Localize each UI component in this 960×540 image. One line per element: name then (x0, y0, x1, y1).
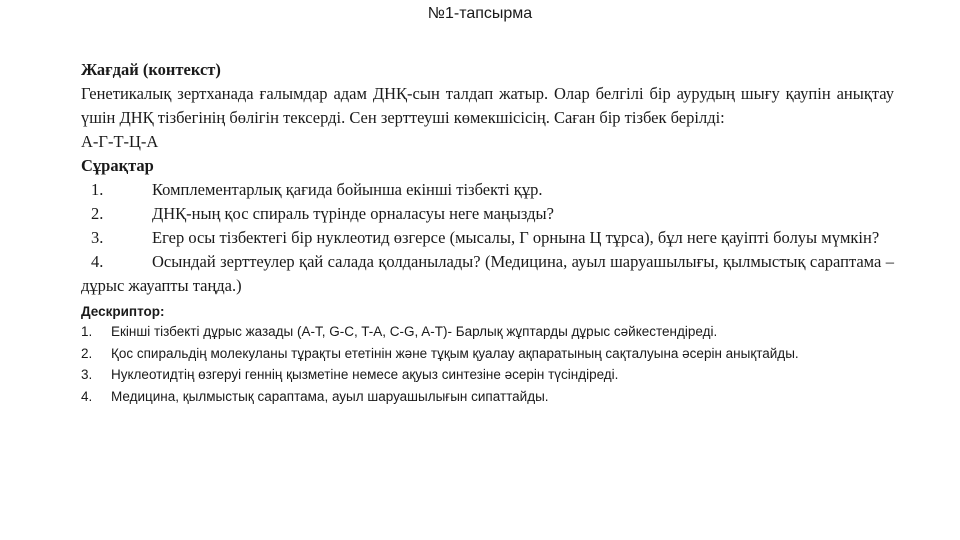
question-number: 3. (91, 228, 104, 247)
descriptor-text: Қос спиральдің молекуланы тұрақты ететінін және тұқым қуалау ақпаратының сақталуына әсерін анықтайды. (111, 346, 799, 361)
descriptor-item (81, 343, 894, 364)
question-text: Осындай зерттеулер қай салада қолданылады? (Медицина, ауыл шаруашылығы, қылмыстық сараптама – дұрыс жауапты таңда.) (81, 252, 894, 295)
context-text: Генетикалық зертханада ғалымдар адам ДНҚ-сын талдап жатыр. Олар белгілі бір аурудың шығу қаупін анықтау үшін ДНҚ тізбегінің бөлігін тексерді. Сен зерттеуші көмекшісісің. Саған бір тізбек берілді: (81, 84, 894, 127)
question-item (81, 202, 894, 226)
descriptor-item (81, 386, 894, 408)
question-item (81, 226, 894, 250)
descriptor-item (81, 321, 894, 343)
question-item (81, 250, 894, 298)
dna-sequence: А-Г-Т-Ц-А (81, 132, 159, 151)
descriptor-item (81, 364, 894, 386)
descriptor-heading: Дескриптор: (81, 304, 165, 319)
descriptor-list (81, 321, 894, 408)
descriptor-number: 3. (81, 367, 93, 382)
question-text: Егер осы тізбектегі бір нуклеотид өзгерсе (мысалы, Г орнына Ц тұрса), бұл неге қауіпті болуы мүмкін? (152, 228, 880, 247)
question-text: Комплементарлық қағида бойынша екінші тізбекті құр. (152, 180, 543, 199)
question-text: ДНҚ-ның қос спираль түрінде орналасуы неге маңызды? (152, 204, 554, 223)
page-title: №1-тапсырма (427, 5, 533, 22)
question-number: 1. (91, 180, 104, 199)
descriptor-number: 1. (81, 324, 93, 339)
context-heading: Жағдай (контекст) (81, 60, 221, 79)
descriptor-number: 4. (81, 389, 93, 404)
descriptor-number: 2. (81, 346, 93, 361)
question-number: 2. (91, 204, 104, 223)
descriptor-text: Нуклеотидтің өзгеруі геннің қызметіне немесе ақуыз синтезіне әсерін түсіндіреді. (111, 367, 619, 382)
descriptor-text: Екінші тізбекті дұрыс жазады (А-Т, G-C, T-A, C-G, A-T)- Барлық жұптарды дұрыс сәйкестендіреді. (111, 324, 718, 339)
question-item (81, 178, 894, 202)
question-number: 4. (91, 252, 104, 271)
task-sheet (81, 58, 894, 408)
questions-heading: Сұрақтар (81, 156, 154, 175)
descriptor-text: Медицина, қылмыстық сараптама, ауыл шаруашылығын сипаттайды. (111, 389, 549, 404)
